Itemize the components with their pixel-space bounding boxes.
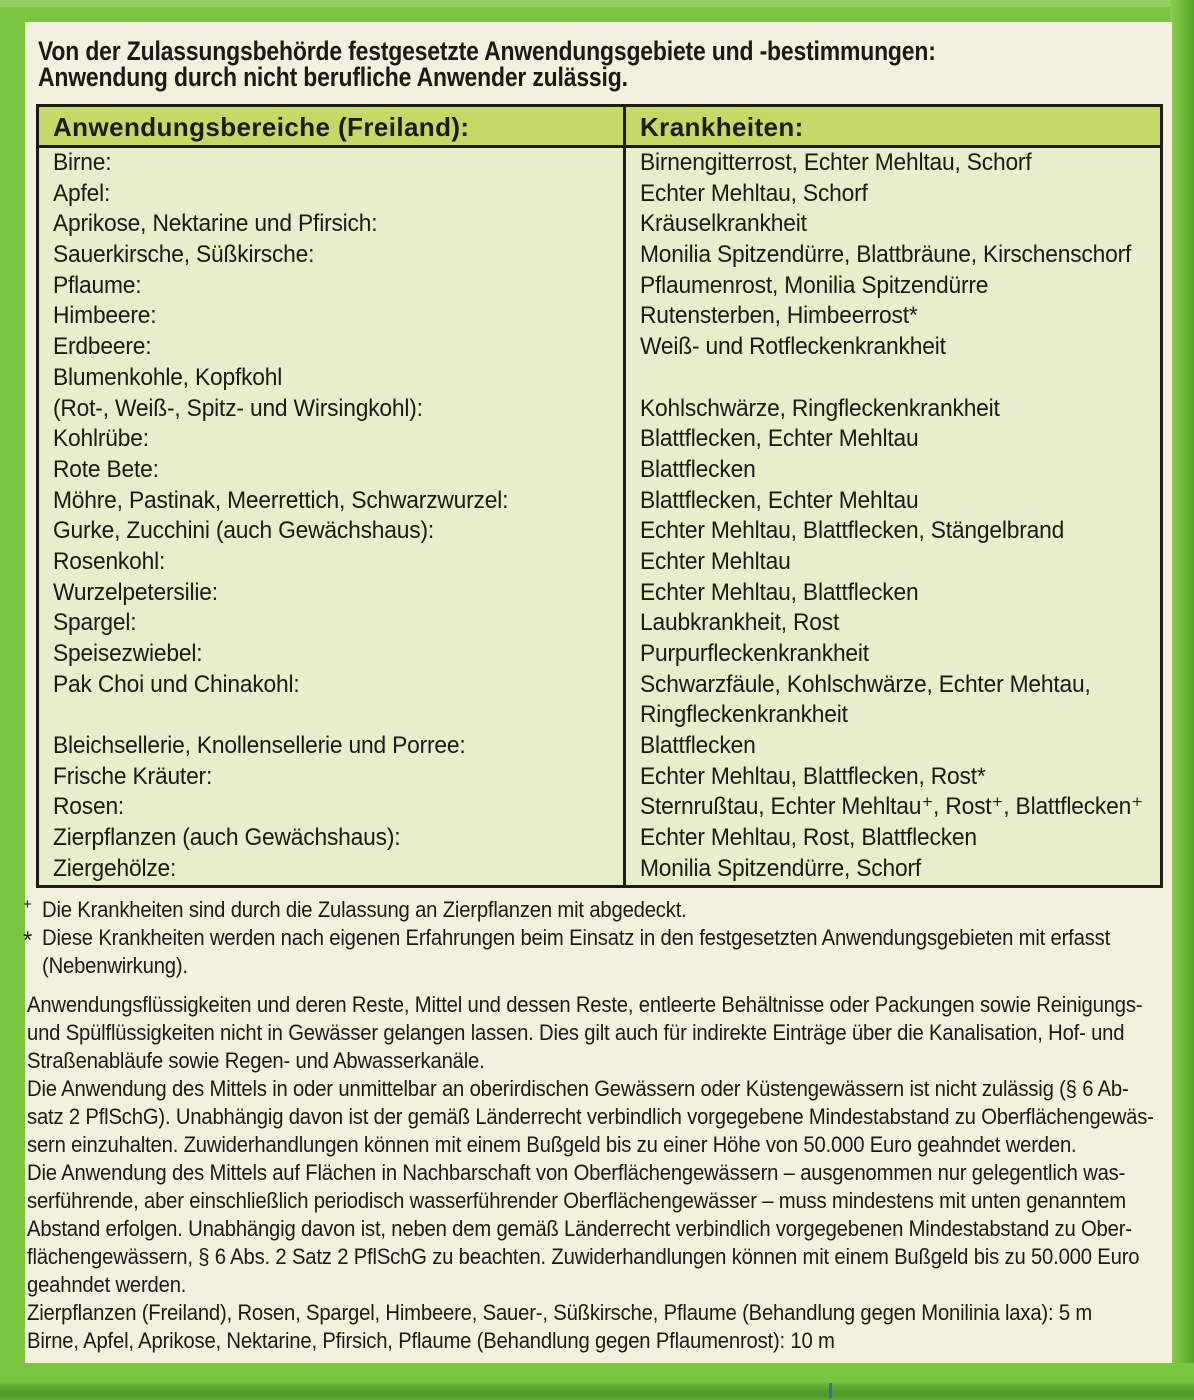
area-cell: Zierpflanzen (auch Gewächshaus): [53, 824, 401, 852]
paragraph-surface-water-ban [27, 1075, 1170, 1159]
area-cell: Frische Kräuter: [53, 762, 213, 790]
disease-cell [640, 363, 1122, 394]
disease-cell: Monilia Spitzendürre, Schorf [640, 854, 922, 882]
paragraph-line: Abstand erfolgen. Unabhängig davon ist, neben dem gemäß Länderrecht verbindlich vorgegebenen Mindestabstand zu Ober- [27, 1216, 1132, 1241]
footnotes [23, 896, 1168, 980]
registration-mark [829, 1383, 832, 1398]
area-cell: Rote Bete: [53, 455, 159, 483]
disease-cell: Pflaumenrost, Monilia Spitzendürre [640, 271, 989, 299]
area-cell: Möhre, Pastinak, Meerrettich, Schwarzwurzel: [53, 486, 509, 514]
paragraph-line: Die Anwendung des Mittels auf Flächen in Nachbarschaft von Oberflächengewässern – ausgenommen nur gelegentlich was- [27, 1160, 1126, 1185]
footnote-asterisk [23, 924, 1168, 980]
area-cell: Erdbeere: [53, 333, 152, 361]
paragraph-distance-values [27, 1299, 1170, 1355]
regulatory-text [27, 991, 1170, 1355]
green-border-bottom [0, 1363, 1194, 1400]
paragraph-line: flächengewässern, § 6 Abs. 2 Satz 2 PflSchG zu beachten. Zuwiderhandlungen können mit einem Bußgeld bis zu 50.000 Euro [27, 1244, 1140, 1269]
area-cell: Himbeere: [53, 302, 157, 330]
paragraph-line: Straßenabläufe sowie Regen- und Abwasserkanäle. [27, 1048, 485, 1073]
area-cell [53, 700, 583, 731]
areas-column [53, 148, 623, 885]
application-areas-table [36, 104, 1163, 888]
column-header-diseases: Krankheiten: [640, 112, 804, 142]
green-border-top-highlight [0, 0, 1194, 7]
area-cell: Ziergehölze: [53, 854, 177, 882]
paragraph-line: satz 2 PflSchG). Unabhängig davon ist der gemäß Länderrecht verbindlich vorgegebene Mindestabstand zu Oberflächengewäs- [27, 1104, 1154, 1129]
area-cell: Bleichsellerie, Knollensellerie und Porree: [53, 732, 466, 760]
disease-cell: Blattflecken [640, 455, 756, 483]
disease-cell: Echter Mehltau, Rost, Blattflecken [640, 824, 977, 852]
disease-cell: Kohlschwärze, Ringfleckenkrankheit [640, 394, 1000, 422]
disease-cell: Echter Mehltau [640, 547, 791, 575]
disease-cell: Blattflecken, Echter Mehltau [640, 425, 919, 453]
paragraph-minimum-distance [27, 1159, 1170, 1299]
disease-cell: Rutensterben, Himbeerrost* [640, 302, 918, 330]
footnote-line: (Nebenwirkung). [42, 953, 188, 978]
area-cell: Gurke, Zucchini (auch Gewächshaus): [53, 517, 435, 545]
label-content-panel [25, 22, 1172, 1363]
plus-marker: + [23, 896, 32, 913]
paragraph-line: sern einzuhalten. Zuwiderhandlungen können mit einem Bußgeld bis zu einer Höhe von 50.000 Euro geahndet werden. [27, 1132, 1077, 1157]
disease-cell: Echter Mehltau, Schorf [640, 179, 868, 207]
table-column-divider [623, 107, 626, 885]
paragraph-line: Zierpflanzen (Freiland), Rosen, Spargel, Himbeere, Sauer-, Süßkirsche, Pflaume (Behandlung gegen Monilinia laxa): 5 m [27, 1300, 1093, 1325]
area-cell: Spargel: [53, 609, 137, 637]
label-title [38, 38, 1094, 90]
area-cell: Speisezwiebel: [53, 640, 203, 667]
paragraph-water-protection [27, 991, 1170, 1075]
label-title-line: Anwendung durch nicht berufliche Anwender zulässig. [38, 62, 628, 92]
paragraph-line: serführende, aber einschließlich periodisch wasserführender Oberflächengewässer – muss mindestens mit unten genanntem [27, 1188, 1126, 1213]
disease-cell: Weiß- und Rotfleckenkrankheit [640, 333, 946, 361]
area-cell: Blumenkohle, Kopfkohl [53, 363, 283, 391]
area-cell: Pflaume: [53, 271, 142, 299]
area-cell: Birne: [53, 149, 112, 176]
area-cell: Sauerkirsche, Süßkirsche: [53, 241, 315, 269]
disease-cell: Kräuselkrankheit [640, 210, 807, 238]
area-cell: Wurzelpetersilie: [53, 578, 218, 606]
paragraph-line: Anwendungsflüssigkeiten und deren Reste, Mittel und dessen Reste, entleerte Behältnisse oder Packungen sowie Reinigungs- [27, 992, 1143, 1017]
disease-cell: Echter Mehltau, Blattflecken, Rost* [640, 762, 986, 790]
paragraph-line: Die Anwendung des Mittels in oder unmittelbar an oberirdischen Gewässern oder Küstengewässern ist nicht zulässig (§ 6 Ab- [27, 1076, 1129, 1101]
disease-cell: Laubkrankheit, Rost [640, 609, 840, 637]
paragraph-line: und Spülflüssigkeiten nicht in Gewässer gelangen lassen. Dies gilt auch für indirekte Einträge über die Kanalisation, Hof- und [27, 1020, 1125, 1045]
area-cell: Aprikose, Nektarine und Pfirsich: [53, 210, 378, 238]
footnote-plus [23, 896, 1168, 924]
disease-cell: Birnengitterrost, Echter Mehltau, Schorf [640, 149, 1032, 176]
footnote-line: Die Krankheiten sind durch die Zulassung an Zierpflanzen mit abgedeckt. [42, 897, 687, 922]
disease-cell: Ringfleckenkrankheit [640, 701, 848, 729]
area-cell: (Rot-, Weiß-, Spitz- und Wirsingkohl): [53, 394, 423, 422]
footnote-line: Diese Krankheiten werden nach eigenen Erfahrungen beim Einsatz in den festgesetzten Anwendungsgebieten mit erfasst [42, 925, 1111, 950]
disease-cell: Purpurfleckenkrankheit [640, 640, 869, 667]
label-title-line: Von der Zulassungsbehörde festgesetzte Anwendungsgebiete und -bestimmungen: [38, 36, 936, 66]
area-cell: Rosenkohl: [53, 547, 166, 575]
disease-cell: Sternrußtau, Echter Mehltau⁺, Rost⁺, Blattflecken⁺ [640, 793, 1143, 821]
column-header-areas: Anwendungsbereiche (Freiland): [53, 112, 470, 142]
paragraph-line: geahndet werden. [27, 1272, 187, 1297]
disease-cell: Monilia Spitzendürre, Blattbräune, Kirschenschorf [640, 241, 1132, 269]
disease-cell: Schwarzfäule, Kohlschwärze, Echter Mehtau, [640, 670, 1091, 698]
area-cell: Rosen: [53, 793, 125, 821]
paragraph-line: Birne, Apfel, Aprikose, Nektarine, Pfirsich, Pflaume (Behandlung gegen Pflaumenrost): 10 m [27, 1328, 835, 1353]
disease-cell: Blattflecken [640, 732, 756, 760]
green-border-right [1170, 0, 1194, 1400]
disease-cell: Blattflecken, Echter Mehltau [640, 486, 919, 514]
area-cell: Kohlrübe: [53, 425, 149, 453]
disease-cell: Echter Mehltau, Blattflecken, Stängelbrand [640, 517, 1065, 545]
area-cell: Apfel: [53, 179, 111, 207]
area-cell: Pak Choi und Chinakohl: [53, 670, 300, 698]
asterisk-marker: * [23, 927, 33, 954]
diseases-column [640, 148, 1158, 885]
disease-cell: Echter Mehltau, Blattflecken [640, 578, 919, 606]
